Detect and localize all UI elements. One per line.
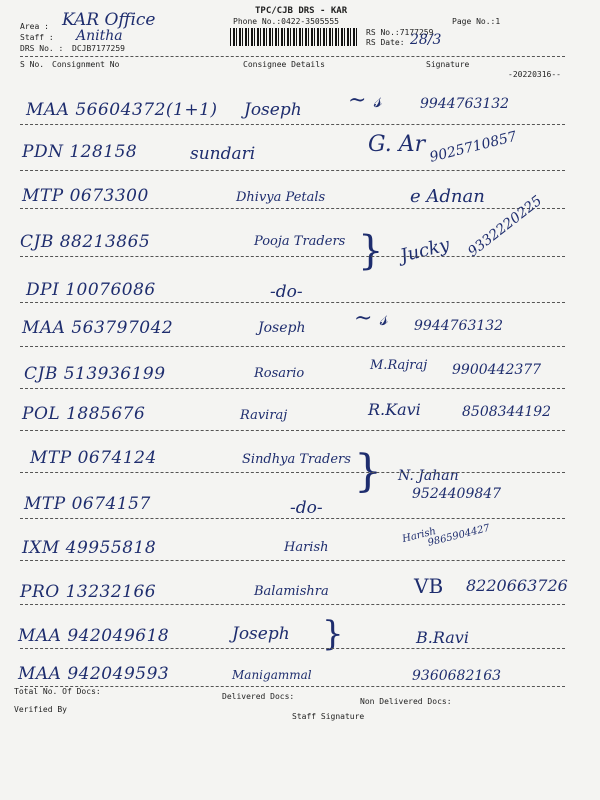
row-6-signature: ~ 𝓈: [354, 306, 388, 331]
date-stamp: -20220316--: [508, 70, 561, 79]
row-9-consignment: MTP 0674124: [30, 448, 157, 468]
row-5-consignment: DPI 10076086: [26, 280, 156, 300]
row-2-consignment: PDN 128158: [22, 142, 138, 162]
row-4-phone: 9332220225: [465, 192, 546, 261]
row-5-rule: [20, 302, 565, 303]
row-7-signature: M.Rajraj: [370, 358, 428, 373]
row-13-consignee: Joseph: [232, 624, 290, 644]
handwritten-staff: Anitha: [76, 28, 123, 44]
phone-number: Phone No.:0422-3505555: [233, 17, 339, 26]
row-5-consignee: -do-: [270, 282, 303, 302]
row-1-consignment: MAA 56604372(1+1): [26, 100, 218, 120]
area-label: Area :: [20, 22, 49, 31]
col-signature: Signature: [426, 60, 470, 69]
row-10-rule: [20, 518, 565, 519]
row-12-consignment: PRO 13232166: [20, 582, 157, 602]
row-2-rule: [20, 170, 565, 171]
row-12-phone: 8220663726: [466, 576, 568, 595]
row-13-consignment: MAA 942049618: [18, 626, 170, 646]
row-1-rule: [20, 124, 565, 125]
row-14-phone: 9360682163: [412, 668, 502, 684]
row-4-consignee: Pooja Traders: [254, 234, 346, 249]
page-number: Page No.:1: [452, 17, 501, 26]
row-10-phone: 9524409847: [412, 486, 502, 502]
row-7-phone: 9900442377: [452, 362, 542, 378]
row-8-consignee: Raviraj: [240, 408, 288, 423]
row-3-consignee: Dhivya Petals: [236, 190, 326, 205]
row-11-phone: 9865904427: [426, 522, 492, 549]
row-12-signature: VB: [414, 574, 444, 598]
row-6-rule: [20, 346, 565, 347]
staff-signature-label: Staff Signature: [292, 712, 365, 721]
brace-icon: }: [358, 228, 384, 274]
row-10-consignment: MTP 0674157: [24, 494, 151, 514]
staff-label: Staff :: [20, 33, 54, 42]
brace-icon-3: }: [322, 614, 344, 654]
row-2-signature: G. Ar: [368, 132, 426, 157]
row-11-signature: Harish: [401, 526, 438, 545]
row-2-consignee: sundari: [190, 144, 256, 164]
rs-date-label: RS Date:: [366, 38, 405, 47]
row-6-consignee: Joseph: [258, 320, 306, 336]
barcode: [230, 28, 358, 46]
row-9-consignee: Sindhya Traders: [242, 452, 351, 467]
col-consignment: Consignment No: [52, 60, 120, 69]
row-1-consignee: Joseph: [244, 100, 302, 120]
row-1-phone: 9944763132: [420, 96, 510, 112]
row-11-rule: [20, 560, 565, 561]
verified-by-label: Verified By: [14, 705, 67, 714]
header-rule: [20, 56, 565, 57]
row-7-consignee: Rosario: [254, 366, 305, 381]
drs-number: DCJB7177259: [72, 44, 125, 53]
delivered-docs-label: Delivered Docs:: [222, 692, 295, 701]
row-2-phone: 9025710857: [428, 128, 519, 166]
row-14-consignment: MAA 942049593: [18, 664, 170, 684]
document-title: TPC/CJB DRS - KAR: [255, 6, 348, 16]
non-delivered-docs-label: Non Delivered Docs:: [360, 697, 452, 706]
row-7-rule: [20, 388, 565, 389]
row-8-rule: [20, 430, 565, 431]
row-10-consignee: -do-: [290, 498, 323, 518]
total-docs-label: Total No. Of Docs:: [14, 687, 101, 696]
row-3-signature: e Adnan: [410, 186, 485, 207]
handwritten-area: KAR Office: [62, 10, 156, 30]
rs-number: RS No.:7177259: [366, 28, 434, 37]
row-4-consignment: CJB 88213865: [20, 232, 151, 252]
row-3-rule: [20, 208, 565, 209]
row-3-consignment: MTP 0673300: [22, 186, 149, 206]
row-4-rule: [20, 256, 565, 257]
row-4-signature: Jucky: [398, 234, 452, 267]
row-8-signature: R.Kavi: [368, 400, 421, 419]
drs-label: DRS No. :: [20, 44, 64, 53]
footer-rule: [20, 686, 565, 687]
row-13-signature: B.Ravi: [416, 628, 469, 647]
handwritten-date: 28/3: [410, 32, 442, 48]
row-8-phone: 8508344192: [462, 404, 552, 420]
row-9-signature: N. Jahan: [398, 468, 459, 484]
row-8-consignment: POL 1885676: [22, 404, 146, 424]
row-12-rule: [20, 604, 565, 605]
row-1-signature: ~ 𝓈: [348, 88, 382, 113]
col-sno: S No.: [20, 60, 45, 69]
row-13-rule: [20, 648, 565, 649]
row-14-consignee: Manigammal: [232, 668, 312, 682]
row-11-consignee: Harish: [284, 540, 329, 555]
brace-icon-2: }: [354, 446, 382, 497]
col-consignee: Consignee Details: [243, 60, 325, 69]
row-7-consignment: CJB 513936199: [24, 364, 166, 384]
row-9-rule: [20, 472, 565, 473]
row-11-consignment: IXM 49955818: [22, 538, 157, 558]
row-6-phone: 9944763132: [414, 318, 504, 334]
row-12-consignee: Balamishra: [254, 584, 329, 599]
row-6-consignment: MAA 563797042: [22, 318, 174, 338]
